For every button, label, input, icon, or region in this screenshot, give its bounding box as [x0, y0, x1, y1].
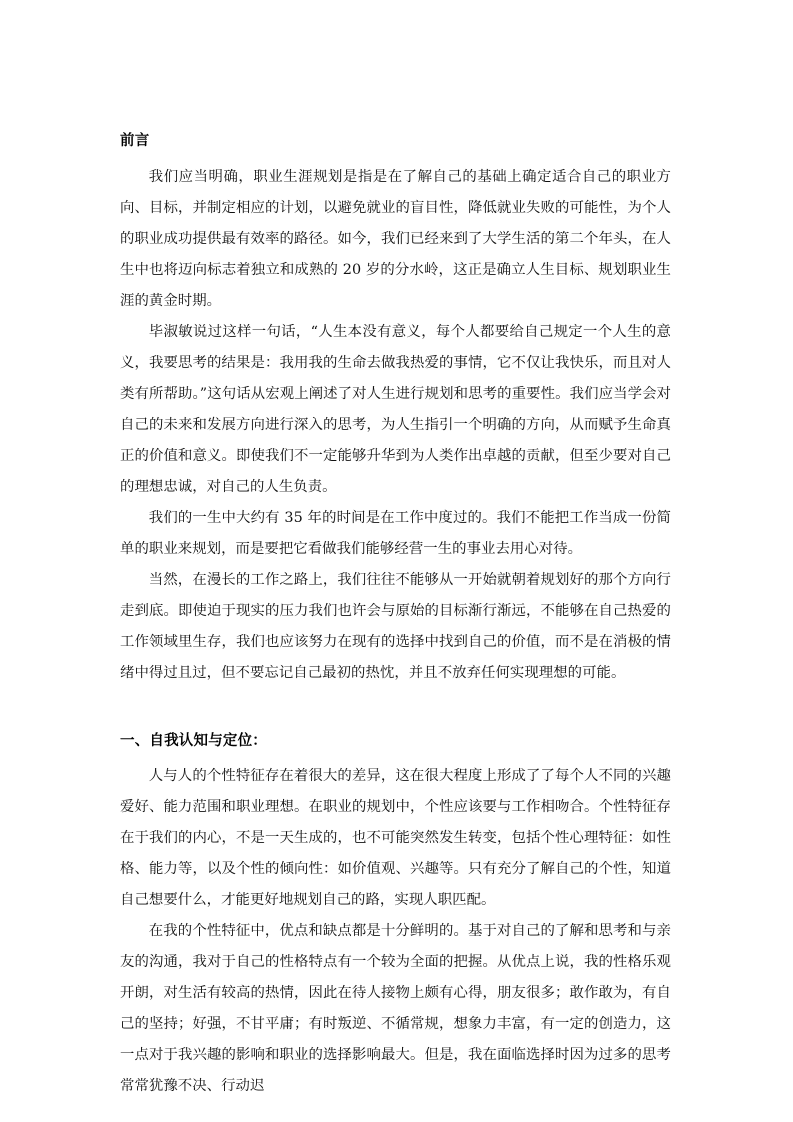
paragraph: 当然，在漫长的工作之路上，我们往往不能够从一开始就朝着规划好的那个方向行走到底。即使迫于现实的压力我们也许会与原始的目标渐行渐远，不能够在自己热爱的工作领域里生存，我们也应该努力在现有的选择中找到自己的价值，而不是在消极的情绪中得过且过，但不要忘记自己最初的热忱，并且不放弃任何实现理想的可能。 [120, 572, 671, 681]
section-heading: 一、自我认知与定位： [120, 733, 267, 749]
paragraph: 在我的个性特征中，优点和缺点都是十分鲜明的。基于对自己的了解和思考和与亲友的沟通，我对于自己的性格特点有一个较为全面的把握。从优点上说，我的性格乐观开朗，对生活有较高的热情，因此在待人接物上颇有心得，朋友很多；敢作敢为，有自己的坚持；好强，不甘平庸；有时叛逆、不循常规，想象力丰富，有一定的创造力，这一点对于我兴趣的影响和职业的选择影响最大。但是，我在面临选择时因为过多的思考常常犹豫不决、行动迟 [120, 923, 671, 1094]
paragraph: 毕淑敏说过这样一句话，“人生本没有意义，每个人都要给自己规定一个人生的意义，我要思考的结果是：我用我的生命去做我热爱的事情，它不仅让我快乐，而且对人类有所帮助。”这句话从宏观上阐述了对人生进行规划和思考的重要性。我们应当学会对自己的未来和发展方向进行深入的思考，为人生指引一个明确的方向，从而赋予生命真正的价值和意义。即使我们不一定能够升华到为人类作出卓越的贡献，但至少要对自己的理想忠诚，对自己的人生负责。 [120, 324, 671, 495]
section-preface [120, 131, 671, 689]
paragraph: 我们的一生中大约有 35 年的时间是在工作中度过的。我们不能把工作当成一份简单的职业来规划，而是要把它看做我们能够经营一生的事业去用心对待。 [120, 510, 671, 557]
paragraph: 我们应当明确，职业生涯规划是指是在了解自己的基础上确定适合自己的职业方向、目标，并制定相应的计划，以避免就业的盲目性，降低就业失败的可能性，为个人的职业成功提供最有效率的路径。如今，我们已经来到了大学生活的第二个年头，在人生中也将迈向标志着独立和成熟的 20 岁的分水岭，这正是确立人生目标、规划职业生涯的黄金时期。 [120, 169, 671, 309]
section-self-awareness [120, 731, 671, 1102]
document-page [120, 131, 671, 1102]
paragraph: 人与人的个性特征存在着很大的差异，这在很大程度上形成了了每个人不同的兴趣爱好、能力范围和职业理想。在职业的规划中，个性应该要与工作相吻合。个性特征存在于我们的内心，不是一天生成的，也不可能突然发生转变，包括个性心理特征：如性格、能力等，以及个性的倾向性：如价值观、兴趣等。只有充分了解自己的个性，知道自己想要什么，才能更好地规划自己的路，实现人职匹配。 [120, 768, 671, 908]
section-heading: 前言 [120, 133, 150, 149]
